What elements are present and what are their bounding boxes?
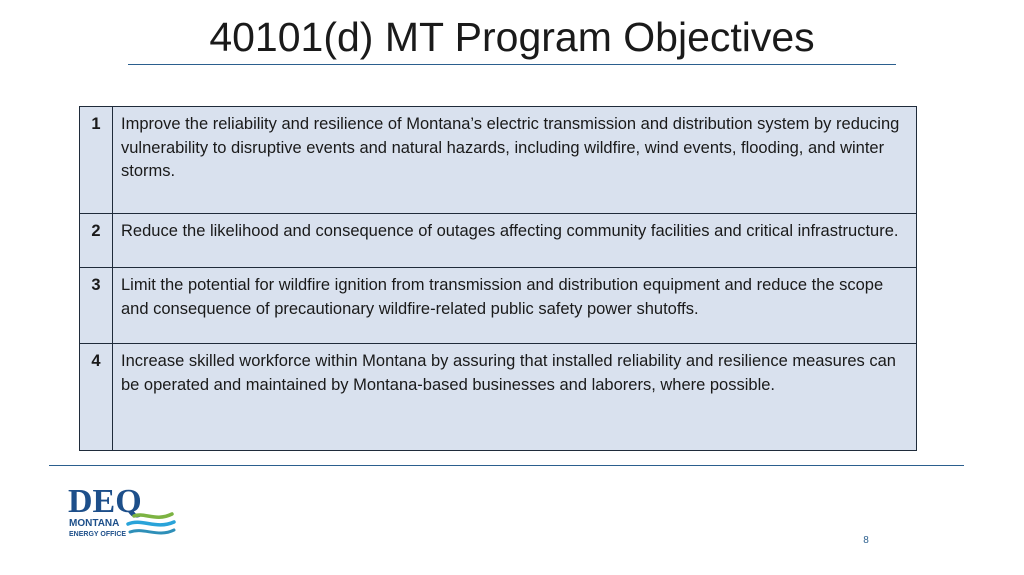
- logo-line1: MONTANA: [69, 518, 120, 529]
- page-number: 8: [863, 535, 869, 546]
- objective-number: 4: [80, 344, 113, 451]
- wave-teal-icon: [130, 530, 174, 533]
- footer-divider: [49, 465, 964, 466]
- objective-text: Reduce the likelihood and consequence of outages affecting community facilities and critical infrastructure.: [113, 214, 917, 268]
- logo-wordmark: DEQ: [68, 483, 142, 520]
- deq-logo: [68, 482, 178, 544]
- table-row: [80, 344, 917, 451]
- objective-text: Increase skilled workforce within Montana by assuring that installed reliability and resilience measures can be operated and maintained by Montana-based businesses and laborers, where possible.: [113, 344, 917, 451]
- objective-number: 1: [80, 107, 113, 214]
- table-row: [80, 214, 917, 268]
- wave-green-icon: [134, 514, 172, 517]
- objective-text: Limit the potential for wildfire ignition from transmission and distribution equipment and reduce the scope and consequence of precautionary wildfire-related public safety power shutoffs.: [113, 268, 917, 344]
- objectives-table: [79, 106, 917, 451]
- table-row: [80, 268, 917, 344]
- objective-number: 2: [80, 214, 113, 268]
- logo-line2: ENERGY OFFICE: [69, 531, 127, 538]
- objective-text: Improve the reliability and resilience of Montana’s electric transmission and distribution system by reducing vulnerability to disruptive events and natural hazards, including wildfire, wind events, flooding, and winter storms.: [113, 107, 917, 214]
- objective-number: 3: [80, 268, 113, 344]
- slide-title: 40101(d) MT Program Objectives: [209, 14, 815, 60]
- wave-blue-icon: [128, 522, 174, 525]
- title-divider: [128, 64, 896, 65]
- table-row: [80, 107, 917, 214]
